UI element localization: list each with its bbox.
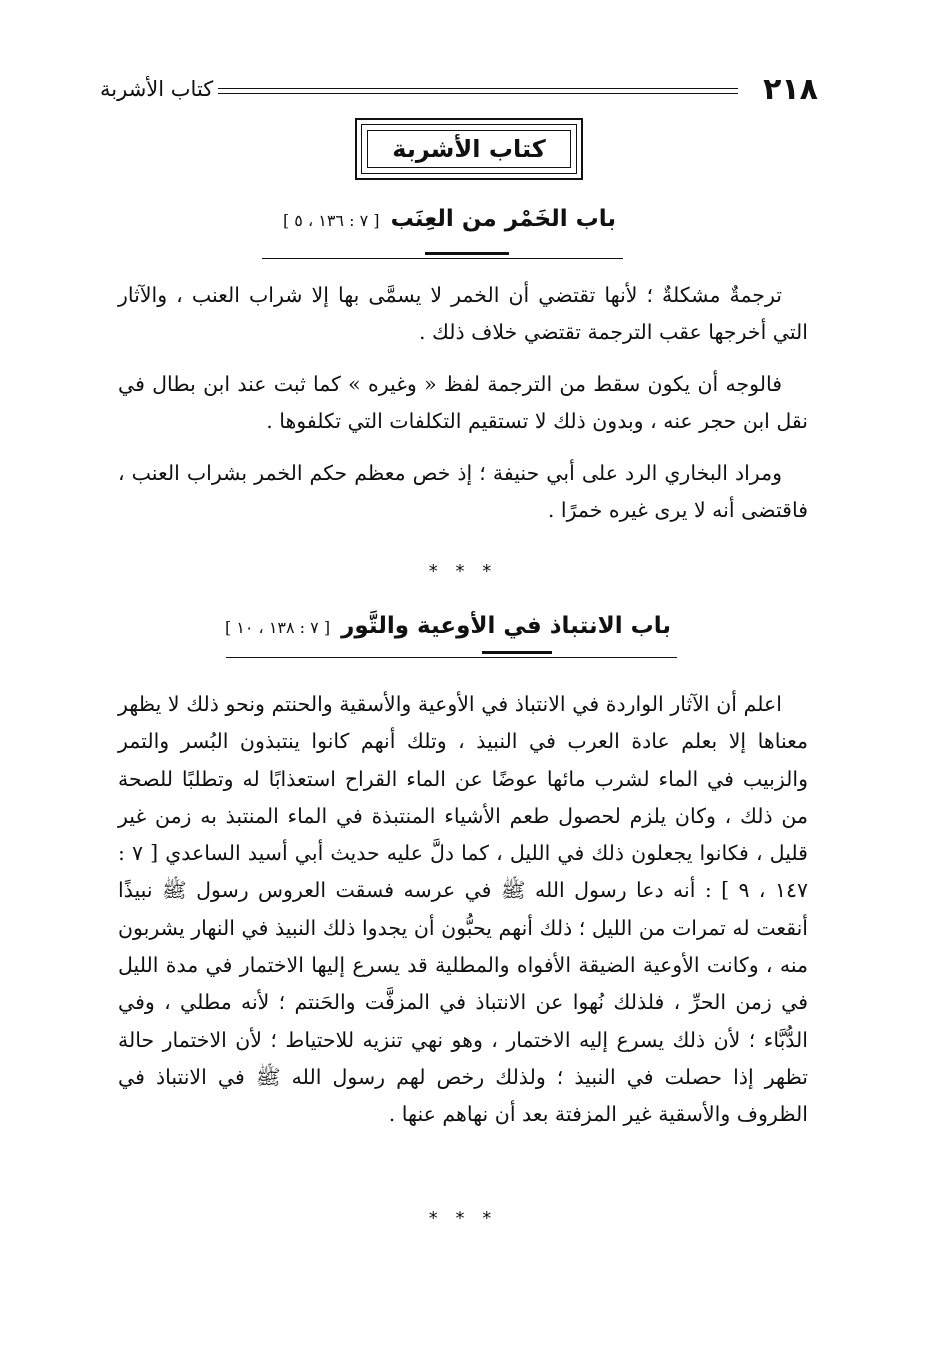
header-rule-double xyxy=(218,93,738,94)
section-title: باب الانتباذ في الأوعية والتَّور xyxy=(341,613,671,639)
section-reference: [ ٧ : ١٣٦ ، ٥ ] xyxy=(282,211,380,230)
section-reference: [ ٧ : ١٣٨ ، ١٠ ] xyxy=(224,618,331,637)
paragraph: اعلم أن الآثار الواردة في الانتباذ في الأوعية والأسقية والحنتم ونحو ذلك لا يظهر معناها إلا بعلم عادة العرب في النبيذ ، وتلك أنهم كانوا ينتبذون البُسر والتمر والزبيب في الماء لشرب مائها عوضًا عن الماء القراح استعذابًا له وتطلبًا للصحة من ذلك ، وكان يلزم لحصول طعم الأشياء المنتبذة في الماء المنتبذ به زمن غير قليل ، فكانوا يجعلون ذلك في الليل ، كما دلَّ عليه حديث أبي أسيد الساعدي [ ٧ : ١٤٧ ، ٩ ] : أنه دعا رسول الله ﷺ في عرسه فسقت العروس رسول ﷺ نبيذًا أنقعت له تمرات من الليل ؛ ذلك أنهم يحبُّون أن يجدوا ذلك النبيذ في النهار يشربون منه ، وكانت الأوعية الضيقة الأفواه والمطلية قد يسرع إليها الاختمار في مدة الليل في زمن الحرِّ ، فلذلك نُهوا عن الانتباذ في المزفَّت والحَنتم ؛ لأنه مطلي ، وفي الدُّبَّاء ؛ لأن ذلك يسرع إليه الاختمار ، وهو نهي تنزيه للاحتياط ؛ لأن الاختمار حالة تظهر إذا حصلت في النبيذ ؛ ولذلك رخص لهم رسول الله ﷺ في الانتباذ في الظروف والأسقية غير المزفتة بعد أن نهاهم عنها . xyxy=(118,692,809,1127)
paragraph: ترجمةٌ مشكلةٌ ؛ لأنها تقتضي أن الخمر لا يسمَّى بها إلا شراب العنب ، والآثار التي أخرجها عقب الترجمة تقتضي خلاف ذلك . xyxy=(118,283,808,344)
paragraph: فالوجه أن يكون سقط من الترجمة لفظ « وغيره » كما ثبت عند ابن بطال في نقل ابن حجر عنه ، وبدون ذلك لا تستقيم التكلفات التي تكلفوها . xyxy=(118,372,808,433)
heading-underline xyxy=(262,258,623,259)
section-heading-steeping xyxy=(225,613,671,639)
running-header xyxy=(100,72,818,108)
section-separator: * * * xyxy=(428,1208,498,1229)
section-heading-wine-from-grapes xyxy=(283,206,616,232)
paragraph: ومراد البخاري الرد على أبي حنيفة ؛ إذ خص معظم حكم الخمر بشراب العنب ، فاقتضى أنه لا يرى غيره خمرًا . xyxy=(118,461,808,522)
heading-underline-thick xyxy=(482,651,552,654)
page-number: ٢١٨ xyxy=(763,72,818,107)
running-title: كتاب الأشربة xyxy=(100,77,214,101)
heading-underline xyxy=(226,657,677,658)
section-title: باب الخَمْر من العِنَب xyxy=(390,206,616,232)
header-rule xyxy=(218,88,738,89)
book-title: كتاب الأشربة xyxy=(367,130,571,168)
heading-underline-thick xyxy=(425,252,509,255)
section-separator: * * * xyxy=(428,561,498,582)
book-title-frame xyxy=(355,118,583,180)
